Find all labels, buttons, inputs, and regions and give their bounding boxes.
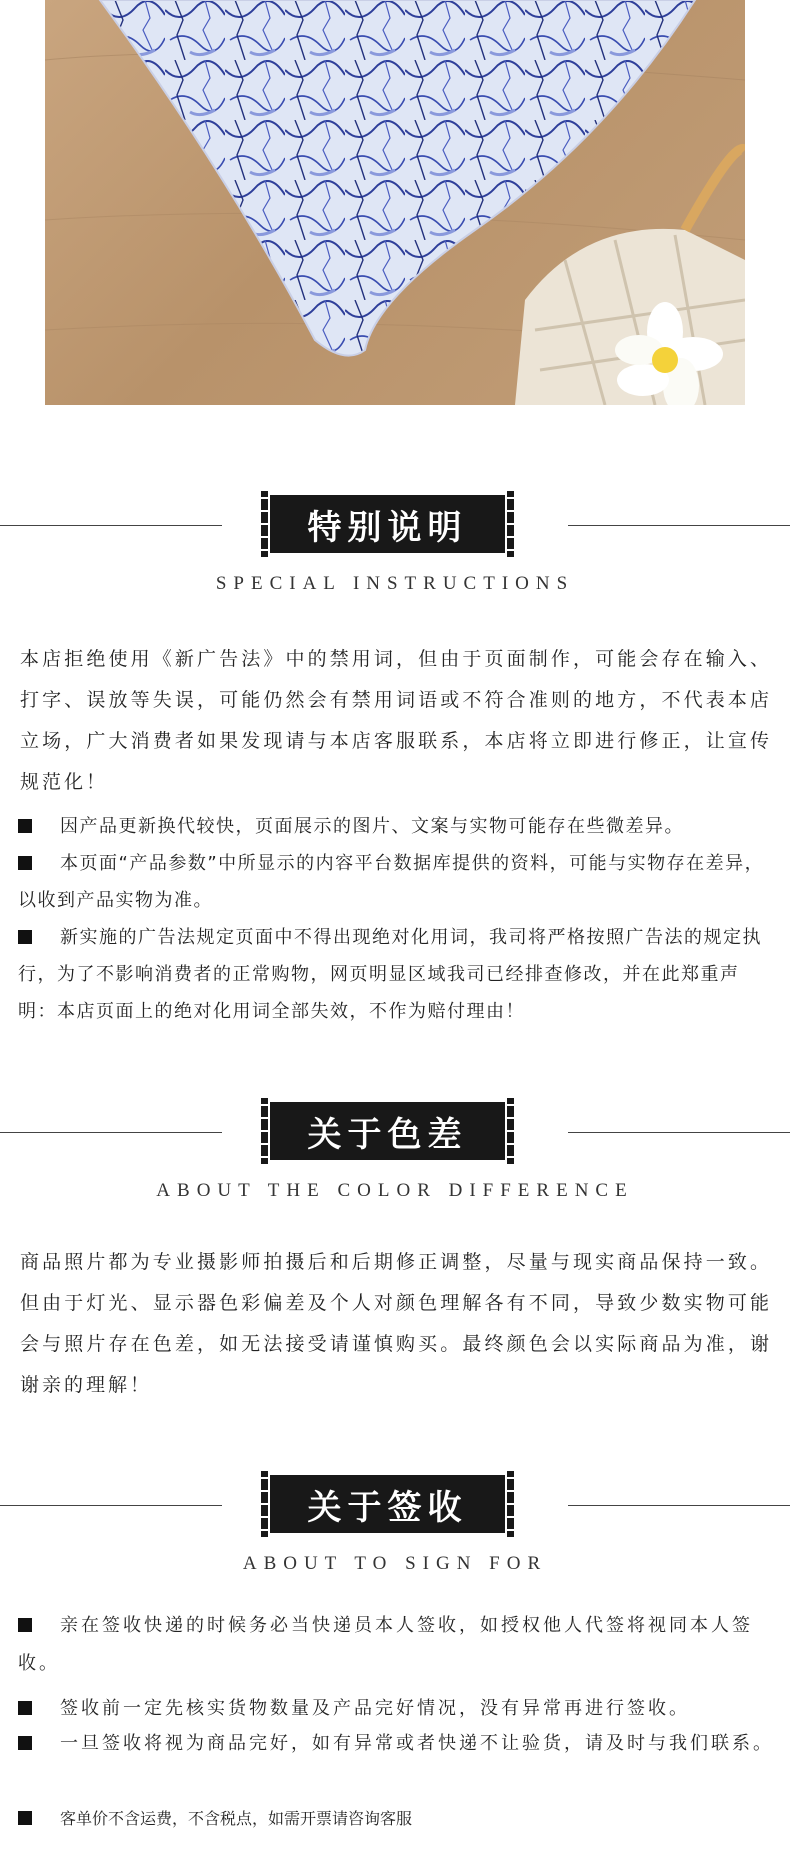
list-item: 新实施的广告法规定页面中不得出现绝对化用词，我司将严格按照广告法的规定执行，为了不影响消费者的正常购物，网页明显区域我司已经排查修改，并在此郑重声明：本店页面上的绝对化用词全部失效，不作为赔付理由！ xyxy=(18,927,762,1022)
divider-line xyxy=(0,525,222,526)
divider-line xyxy=(568,1132,790,1133)
section-title: 关于签收 xyxy=(307,1487,468,1528)
bullet-square-icon xyxy=(18,1736,32,1750)
section-subtitle: ABOUT THE COLOR DIFFERENCE xyxy=(156,1180,634,1201)
list-item: 因产品更新换代较快，页面展示的图片、文案与实物可能存在些微差异。 xyxy=(18,808,774,845)
bullet-square-icon xyxy=(18,819,32,833)
bullet-square-icon xyxy=(18,856,32,870)
list-item: 签收前一定先核实货物数量及产品完好情况，没有异常再进行签收。 xyxy=(18,1690,774,1728)
divider-line xyxy=(568,525,790,526)
list-item: 亲在签收快递的时候务必当快递员本人签收，如授权他人代签将视同本人签收。 xyxy=(18,1615,753,1674)
product-photo xyxy=(45,0,745,405)
heading-badge xyxy=(270,495,505,553)
divider-line xyxy=(0,1505,222,1506)
disclaimer-paragraph: 本店拒绝使用《新广告法》中的禁用词，但由于页面制作，可能会存在输入、打字、误放等失误，可能仍然会有禁用词语或不符合准则的地方，不代表本店立场，广大消费者如果发现请与本店客服联系，本店将立即进行修正，让宣传规范化！ xyxy=(20,648,772,793)
section-subtitle: SPECIAL INSTRUCTIONS xyxy=(215,573,575,594)
list-item: 本页面“产品参数”中所显示的内容平台数据库提供的资料，可能与实物存在差异，以收到产品实物为准。 xyxy=(18,853,765,911)
section-title: 关于色差 xyxy=(307,1114,468,1155)
bullet-square-icon xyxy=(18,1811,32,1825)
section-title: 特别说明 xyxy=(307,507,468,548)
heading-badge xyxy=(270,1102,505,1160)
divider-line xyxy=(568,1505,790,1506)
divider-line xyxy=(0,1132,222,1133)
list-item: 客单价不含运费，不含税点，如需开票请咨询客服 xyxy=(18,1800,774,1837)
color-difference-paragraph: 商品照片都为专业摄影师拍摄后和后期修正调整，尽量与现实商品保持一致。但由于灯光、显示器色彩偏差及个人对颜色理解各有不同，导致少数实物可能会与照片存在色差，如无法接受请谨慎购买。最终颜色会以实际商品为准，谢谢亲的理解！ xyxy=(20,1251,772,1396)
section-subtitle: ABOUT TO SIGN FOR xyxy=(242,1553,548,1574)
swimwear-illustration xyxy=(45,0,745,405)
bullet-square-icon xyxy=(18,1701,32,1715)
heading-badge xyxy=(270,1475,505,1533)
bullet-square-icon xyxy=(18,1618,32,1632)
bullet-square-icon xyxy=(18,930,32,944)
list-item: 一旦签收将视为商品完好，如有异常或者快递不让验货，请及时与我们联系。 xyxy=(18,1725,774,1763)
